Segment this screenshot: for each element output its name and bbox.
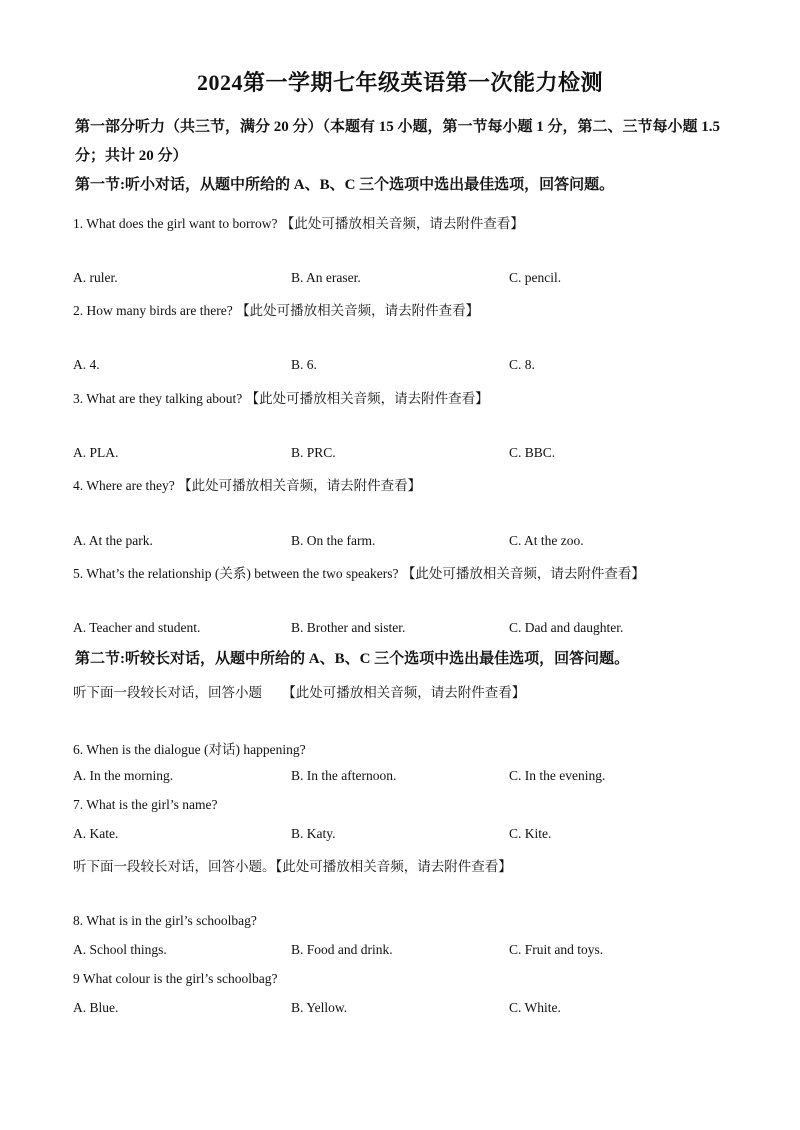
- q4-option-a: A. At the park.: [73, 533, 153, 548]
- question-6: 6. When is the dialogue (对话) happening?: [73, 742, 306, 757]
- listening-instruction-1: 听下面一段较长对话，回答小题 【此处可播放相关音频，请去附件查看】: [73, 685, 526, 700]
- q7-option-a: A. Kate.: [73, 826, 119, 841]
- q2-option-c: C. 8.: [509, 357, 535, 372]
- listening-instruction-2: 听下面一段较长对话，回答小题。【此处可播放相关音频，请去附件查看】: [73, 859, 512, 874]
- q9-option-a: A. Blue.: [73, 1000, 119, 1015]
- question-7: 7. What is the girl’s name?: [73, 797, 218, 812]
- q7-option-b: B. Katy.: [291, 826, 336, 841]
- q1-option-a: A. ruler.: [73, 270, 118, 285]
- question-5: 5. What’s the relationship (关系) between the two speakers? 【此处可播放相关音频，请去附件查看】: [73, 566, 645, 581]
- q8-option-c: C. Fruit and toys.: [509, 942, 604, 957]
- question-2: 2. How many birds are there? 【此处可播放相关音频，请去附件查看】: [73, 303, 480, 318]
- q3-option-c: C. BBC.: [509, 445, 556, 460]
- q8-option-b: B. Food and drink.: [291, 942, 393, 957]
- q6-option-a: A. In the morning.: [73, 768, 174, 783]
- q5-option-c: C. Dad and daughter.: [509, 620, 624, 635]
- q7-option-c: C. Kite.: [509, 826, 552, 841]
- q6-option-c: C. In the evening.: [509, 768, 606, 783]
- q8-option-a: A. School things.: [73, 942, 167, 957]
- section2-heading: 第二节:听较长对话，从题中所给的 A、B、C 三个选项中选出最佳选项，回答问题。: [75, 651, 630, 667]
- q4-option-c: C. At the zoo.: [509, 533, 584, 548]
- q5-option-a: A. Teacher and student.: [73, 620, 201, 635]
- question-3: 3. What are they talking about? 【此处可播放相关音频，请去附件查看】: [73, 391, 489, 406]
- q9-option-c: C. White.: [509, 1000, 561, 1015]
- part1-heading: 第一部分听力（共三节，满分 20 分）（本题有 15 小题，第一节每小题 1 分，第二、三节每小题 1.5 分；共计 20 分）: [75, 119, 721, 164]
- question-1: 1. What does the girl want to borrow? 【此处可播放相关音频，请去附件查看】: [73, 216, 524, 231]
- q5-option-b: B. Brother and sister.: [291, 620, 406, 635]
- q3-option-a: A. PLA.: [73, 445, 119, 460]
- question-8: 8. What is in the girl’s schoolbag?: [73, 913, 257, 928]
- q1-option-c: C. pencil.: [509, 270, 562, 285]
- question-4: 4. Where are they? 【此处可播放相关音频，请去附件查看】: [73, 478, 422, 493]
- exam-title: 2024第一学期七年级英语第一次能力检测: [196, 70, 603, 95]
- q6-option-b: B. In the afternoon.: [291, 768, 397, 783]
- q9-option-b: B. Yellow.: [291, 1000, 348, 1015]
- question-9: 9 What colour is the girl’s schoolbag?: [73, 971, 278, 986]
- q1-option-b: B. An eraser.: [291, 270, 361, 285]
- q2-option-b: B. 6.: [291, 357, 317, 372]
- section1-heading: 第一节:听小对话，从题中所给的 A、B、C 三个选项中选出最佳选项，回答问题。: [75, 177, 615, 193]
- q4-option-b: B. On the farm.: [291, 533, 376, 548]
- q2-option-a: A. 4.: [73, 357, 100, 372]
- q3-option-b: B. PRC.: [291, 445, 336, 460]
